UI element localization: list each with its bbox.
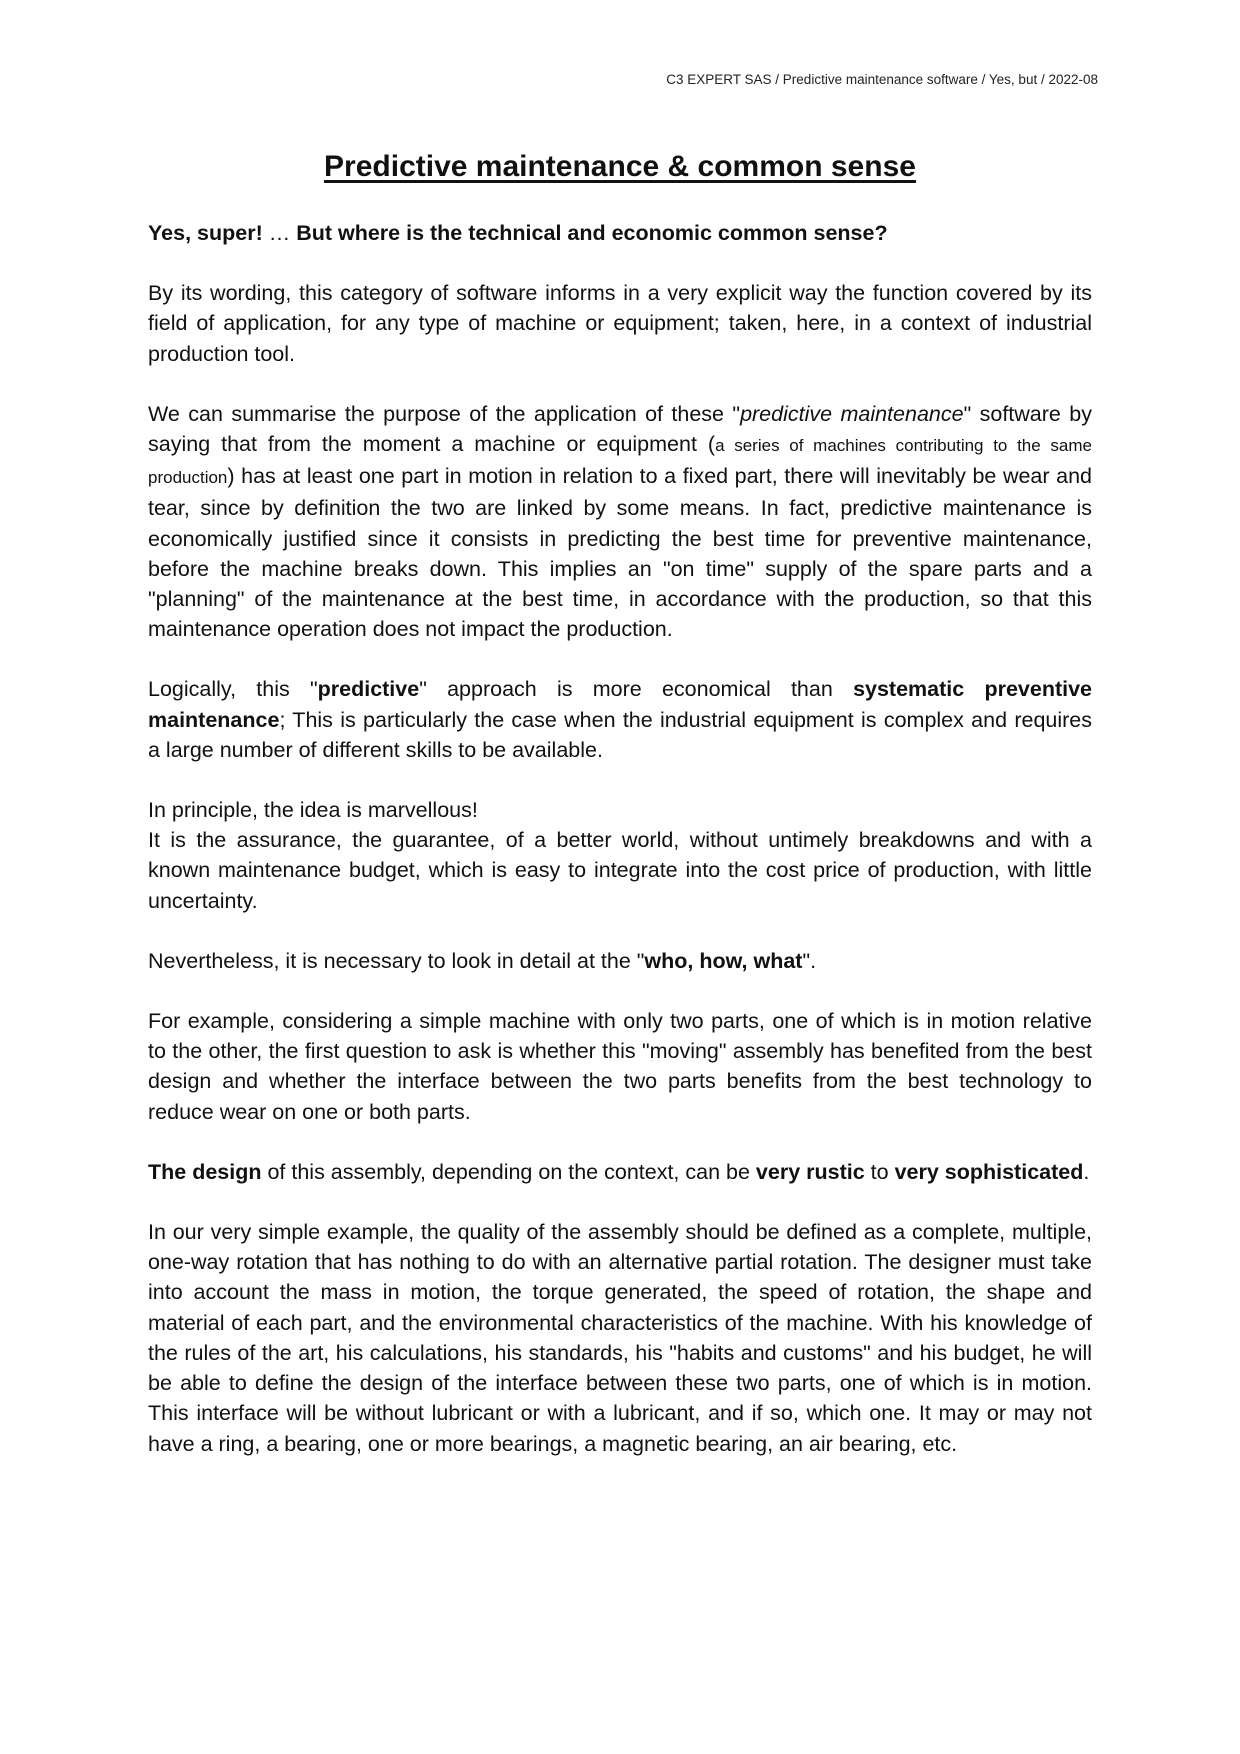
p3-text-a: Logically, this " xyxy=(148,677,318,702)
p2-text-c: ) has at least one part in motion in relation to a fixed part, there will inevitably be wear and tear, since by definition the two are linked by some means. In fact, predictive maintenance is economically justified since it consists in predicting the best time for preventive maintenance, before the machine breaks down. This implies an "on time" supply of the spare parts and a "planning" of the maintenance at the best time, in accordance with the production, so that this maintenance operation does not impact the production. xyxy=(148,464,1092,642)
paragraph-7 xyxy=(148,1157,1092,1187)
p2-text-b: " software by saying that from the moment a machine or equipment ( xyxy=(148,401,1092,457)
p3-bold-2: systematic preventive maintenance xyxy=(148,677,1093,732)
p7-text-c: . xyxy=(1083,1159,1090,1184)
p7-text-b: to xyxy=(864,1159,895,1184)
p3-text-b: " approach is more economical than xyxy=(419,677,854,702)
p3-bold-1: predictive xyxy=(317,677,420,702)
paragraph-2 xyxy=(148,399,1092,645)
p3-text-c: ; This is particularly the case when the industrial equipment is complex and requires a large number of different skills to be available. xyxy=(148,707,1092,762)
intro-line xyxy=(148,218,1092,248)
p5-text-a: Nevertheless, it is necessary to look in detail at the " xyxy=(148,948,645,973)
p5-bold: who, how, what xyxy=(644,948,803,973)
paragraph-4-line-1: In principle, the idea is marvellous! xyxy=(148,798,478,823)
p7-text-a: of this assembly, depending on the context, can be xyxy=(261,1159,756,1184)
document-title: Predictive maintenance & common sense xyxy=(324,150,916,183)
paragraph-4-line-2: It is the assurance, the guarantee, of a better world, without untimely breakdowns and with a known maintenance budget, which is easy to integrate into the cost price of production, with little uncertainty. xyxy=(148,828,1092,913)
intro-ellipsis: … xyxy=(262,221,297,245)
p2-text-a: We can summarise the purpose of the application of these " xyxy=(148,401,741,426)
p7-bold-1: The design xyxy=(148,1159,262,1184)
paragraph-3 xyxy=(148,674,1092,765)
document-body xyxy=(148,218,1092,1489)
paragraph-8: In our very simple example, the quality of the assembly should be defined as a complete, multiple, one-way rotation that has nothing to do with an alternative partial rotation. The designer must take into account the mass in motion, the torque generated, the speed of rotation, the shape and material of each part, and the environmental characteristics of the machine. With his knowledge of the rules of the art, his calculations, his standards, his "habits and customs" and his budget, he will be able to define the design of the interface between these two parts, one of which is in motion. This interface will be without lubricant or with a lubricant, and if so, which one. It may or may not have a ring, a bearing, one or more bearings, a magnetic bearing, an air bearing, etc. xyxy=(148,1220,1092,1456)
p7-bold-3: very sophisticated xyxy=(894,1159,1084,1184)
p2-italic: predictive maintenance xyxy=(740,401,964,426)
p5-text-b: ". xyxy=(802,948,817,973)
intro-bold-b: But where is the technical and economic common sense? xyxy=(296,221,888,245)
page-header: C3 EXPERT SAS / Predictive maintenance software / Yes, but / 2022-08 xyxy=(666,72,1098,87)
p2-small-text: a series of machines contributing to the same production xyxy=(148,436,1092,488)
paragraph-6: For example, considering a simple machine with only two parts, one of which is in motion relative to the other, the first question to ask is whether this "moving" assembly has benefited from the best design and whether the interface between the two parts benefits from the best technology to reduce wear on one or both parts. xyxy=(148,1009,1092,1124)
p7-bold-2: very rustic xyxy=(755,1159,865,1184)
intro-bold-a: Yes, super! xyxy=(148,221,263,245)
paragraph-1: By its wording, this category of software informs in a very explicit way the function covered by its field of application, for any type of machine or equipment; taken, here, in a context of industrial production tool. xyxy=(148,281,1092,366)
paragraph-5 xyxy=(148,946,1092,976)
